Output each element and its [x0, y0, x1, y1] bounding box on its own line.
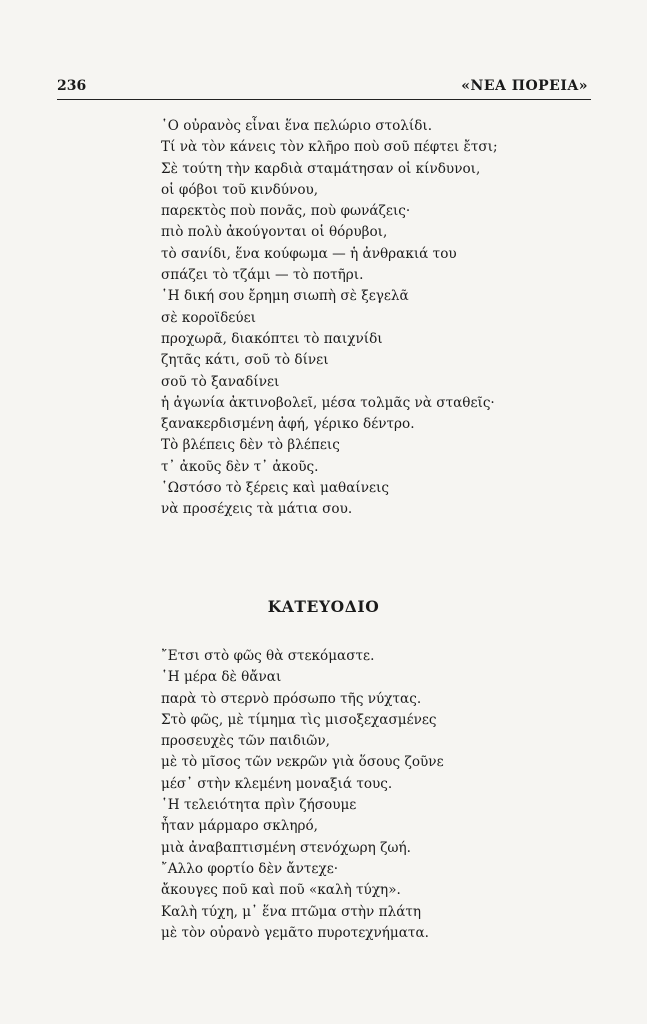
poem-line: ῾Η δική σου ἔρημη σιωπὴ σὲ ξεγελᾶ	[161, 288, 409, 305]
poem-line: τὸ σανίδι, ἕνα κούφωμα — ἡ ἀνθρακιά του	[161, 245, 457, 262]
poem-1	[161, 116, 498, 521]
poem-line: μὲ τὸ μῖσος τῶν νεκρῶν γιὰ ὅσους ζοῦνε	[161, 754, 444, 771]
header-rule	[57, 99, 591, 100]
poem-line: ῾Ωστόσο τὸ ξέρεις καὶ μαθαίνεις	[161, 480, 389, 497]
poem-line: τ᾽ ἀκοῦς δὲν τ᾽ ἀκοῦς.	[161, 458, 319, 475]
poem-line: Σὲ τούτη τὴν καρδιὰ σταμάτησαν οἱ κίνδυνοι,	[161, 160, 481, 177]
poem-line: σὲ κοροϊδεύει	[161, 309, 256, 326]
page-number: 236	[57, 78, 87, 94]
poem-line: Τὸ βλέπεις δὲν τὸ βλέπεις	[161, 437, 340, 454]
poem-line: ῾Ο οὐρανὸς εἶναι ἕνα πελώριο στολίδι.	[161, 118, 433, 134]
poem-line: ῾Η μέρα δὲ θἄναι	[161, 669, 282, 686]
poem-line: οἱ φόβοι τοῦ κινδύνου,	[161, 181, 319, 198]
poem-line: ἄκουγες ποῦ καὶ ποῦ «καλὴ τύχη».	[161, 882, 401, 899]
poem-line: προσευχὲς τῶν παιδιῶν,	[161, 733, 330, 750]
poem-line: Στὸ φῶς, μὲ τίμημα τὶς μισοξεχασμένες	[161, 711, 437, 728]
poem-line: πιὸ πολὺ ἀκούγονται οἱ θόρυβοι,	[161, 224, 388, 241]
poem-line: μιὰ ἀναβαπτισμένη στενόχωρη ζωή.	[161, 839, 411, 856]
poem-2	[161, 646, 444, 944]
poem-line: ῎Αλλο φορτίο δὲν ἄντεχε·	[161, 860, 339, 877]
poem-title: ΚΑΤΕΥΟΔΙΟ	[267, 597, 380, 616]
poem-line: ῾Η τελειότητα πρὶν ζήσουμε	[161, 797, 357, 814]
poem-line: νὰ προσέχεις τὰ μάτια σου.	[161, 501, 353, 518]
poem-line: ἡ ἀγωνία ἀκτινοβολεῖ, μέσα τολμᾶς νὰ σταθεῖς·	[161, 394, 495, 411]
poem-line: ζητᾶς κάτι, σοῦ τὸ δίνει	[161, 352, 329, 369]
poem-line: μὲ τὸν οὐρανὸ γεμᾶτο πυροτεχνήματα.	[161, 924, 429, 941]
poem-line: ξανακερδισμένη ἀφή, γέρικο δέντρο.	[161, 416, 415, 433]
poem-line: σπάζει τὸ τζάμι — τὸ ποτῆρι.	[161, 267, 364, 284]
running-head: «ΝΕΑ ΠΟΡΕΙΑ»	[461, 78, 588, 94]
poem-line: ῎Ετσι στὸ φῶς θὰ στεκόμαστε.	[161, 648, 375, 664]
poem-line: σοῦ τὸ ξαναδίνει	[161, 373, 280, 390]
poem-line: παρὰ τὸ στερνὸ πρόσωπο τῆς νύχτας.	[161, 690, 422, 707]
poem-line: προχωρᾶ, διακόπτει τὸ παιχνίδι	[161, 330, 383, 347]
poem-line: ἦταν μάρμαρο σκληρό,	[161, 818, 318, 835]
poem-line: παρεκτὸς ποὺ πονᾶς, ποὺ φωνάζεις·	[161, 203, 411, 220]
poem-line: μέσ᾽ στὴν κλεμένη μοναξιά τους.	[161, 775, 393, 792]
poem-line: Τί νὰ τὸν κάνεις τὸν κλῆρο ποὺ σοῦ πέφτει ἔτσι;	[161, 139, 498, 156]
poem-line: Καλὴ τύχη, μ᾽ ἕνα πτῶμα στὴν πλάτη	[161, 903, 422, 920]
